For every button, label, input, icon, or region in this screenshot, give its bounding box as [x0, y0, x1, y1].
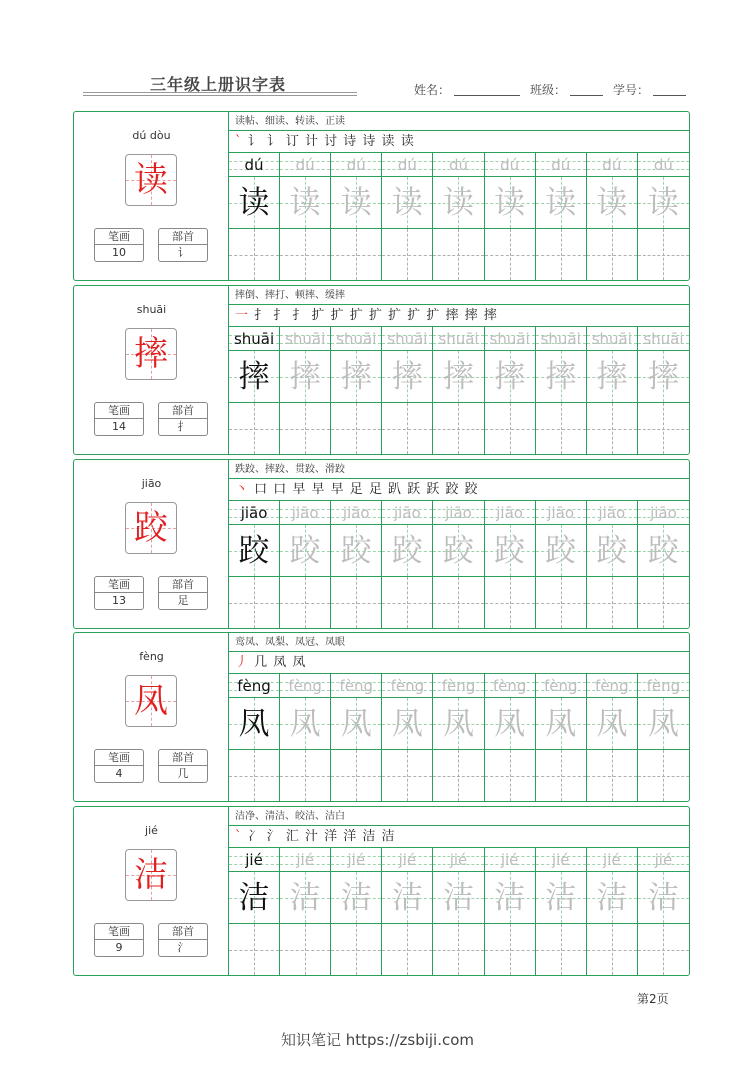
practice-grid [229, 674, 689, 801]
stroke-order: 丿 几 凤 凤 [229, 652, 689, 674]
practice-pinyin: jiāo [445, 504, 472, 522]
radical-label: 部首 [159, 924, 207, 940]
practice-char: 读 [340, 185, 372, 221]
practice-pinyin: shuāi [438, 330, 479, 348]
practice-panel [229, 807, 689, 975]
practice-cell[interactable] [433, 674, 484, 749]
stroke-count-label: 笔画 [95, 577, 143, 593]
practice-cell[interactable] [433, 501, 484, 576]
practice-char: 读 [494, 185, 526, 221]
practice-pinyin: jié [500, 851, 519, 869]
practice-cell[interactable] [280, 501, 331, 576]
char-card [73, 285, 690, 455]
char-display-box [125, 849, 177, 901]
writing-cell[interactable] [229, 229, 280, 280]
stroke-count-box [94, 402, 144, 436]
practice-char: 凤 [391, 706, 423, 742]
practice-pinyin: jié [347, 851, 366, 869]
stroke-count-value: 9 [115, 941, 123, 954]
practice-cell [229, 848, 280, 923]
practice-cell [229, 327, 280, 402]
stroke-order: ` 冫 氵 汇 汁 洋 洋 洁 洁 [229, 826, 689, 848]
practice-pinyin: fèng [543, 677, 578, 695]
writing-cell[interactable] [280, 577, 331, 628]
practice-pinyin: dú [397, 156, 417, 174]
practice-pinyin: jié [245, 851, 263, 869]
practice-cell[interactable] [331, 327, 382, 402]
practice-pinyin: shuāi [233, 330, 275, 348]
char-info-panel [74, 460, 229, 628]
number-label: 学号： [613, 83, 650, 97]
stroke-order: 丶 口 口 早 早 早 足 足 趴 跃 跃 跤 跤 [229, 479, 689, 501]
writing-cell[interactable] [382, 577, 433, 628]
practice-pinyin: shuāi [285, 330, 326, 348]
practice-char: 读 [545, 185, 577, 221]
stroke-order: 一 扌 扌 扌 扩 扩 扩 扩 扩 扩 扩 摔 摔 摔 [229, 305, 689, 327]
example-words: 跌跤、摔跤、贯跤、滑跤 [229, 460, 689, 479]
char-large: 读 [134, 160, 168, 200]
practice-char: 跤 [494, 533, 526, 569]
practice-char: 摔 [442, 359, 474, 395]
practice-char: 摔 [391, 359, 423, 395]
practice-pinyin: jiāo [291, 504, 319, 522]
char-large: 凤 [134, 681, 168, 721]
writing-cell[interactable] [229, 403, 280, 454]
name-blank[interactable] [454, 95, 520, 96]
practice-grid [229, 327, 689, 454]
radical-box [158, 923, 208, 957]
writing-cell[interactable] [229, 924, 280, 975]
practice-cell[interactable] [280, 848, 331, 923]
practice-char: 读 [647, 185, 679, 221]
practice-cell[interactable] [638, 848, 689, 923]
writing-cell[interactable] [280, 750, 331, 801]
name-label: 姓名： [414, 83, 451, 97]
practice-pinyin: dú [244, 156, 264, 174]
practice-char: 摔 [340, 359, 372, 395]
radical-label: 部首 [159, 403, 207, 419]
char-info-panel [74, 286, 229, 454]
practice-cell[interactable] [536, 501, 587, 576]
practice-pinyin: jiāo [598, 504, 626, 522]
practice-cell [229, 501, 280, 576]
practice-cell[interactable] [587, 848, 638, 923]
practice-cell[interactable] [485, 848, 536, 923]
practice-cell[interactable] [331, 153, 382, 228]
practice-cell[interactable] [536, 674, 587, 749]
practice-char: 摔 [238, 359, 270, 395]
stroke-count-box [94, 228, 144, 262]
practice-char: 洁 [494, 880, 526, 916]
stroke-count-value: 13 [112, 594, 126, 607]
practice-cell[interactable] [433, 848, 484, 923]
practice-panel [229, 286, 689, 454]
writing-cell[interactable] [331, 924, 382, 975]
radical-label: 部首 [159, 577, 207, 593]
writing-cell[interactable] [229, 750, 280, 801]
practice-pinyin: jié [654, 851, 673, 869]
practice-char: 读 [238, 185, 270, 221]
practice-char: 跤 [238, 533, 270, 569]
practice-cell[interactable] [485, 501, 536, 576]
page-title: 三年级上册识字表 [150, 75, 287, 94]
practice-char: 跤 [340, 533, 372, 569]
writing-row [229, 402, 689, 454]
practice-pinyin: shuāi [336, 330, 377, 348]
writing-cell[interactable] [331, 750, 382, 801]
writing-cell[interactable] [433, 229, 484, 280]
practice-cell[interactable] [433, 327, 484, 402]
practice-cell[interactable] [587, 153, 638, 228]
radical-value: 足 [177, 594, 189, 607]
practice-pinyin: fèng [492, 677, 527, 695]
practice-cell[interactable] [331, 501, 382, 576]
practice-pinyin: shuāi [489, 330, 530, 348]
practice-pinyin: dú [653, 156, 673, 174]
practice-pinyin: dú [602, 156, 622, 174]
writing-cell[interactable] [433, 750, 484, 801]
writing-cell[interactable] [536, 750, 587, 801]
writing-cell[interactable] [229, 577, 280, 628]
writing-cell[interactable] [331, 229, 382, 280]
writing-cell[interactable] [280, 924, 331, 975]
char-pinyin: dú dòu [132, 129, 171, 142]
practice-char: 凤 [494, 706, 526, 742]
title-underline [83, 92, 357, 93]
practice-char: 洁 [442, 880, 474, 916]
practice-cell[interactable] [382, 501, 433, 576]
practice-char: 摔 [647, 359, 679, 395]
practice-pinyin: shuāi [643, 330, 684, 348]
writing-cell[interactable] [280, 229, 331, 280]
practice-pinyin: jié [398, 851, 417, 869]
practice-cell[interactable] [536, 327, 587, 402]
practice-char: 读 [442, 185, 474, 221]
writing-cell[interactable] [638, 750, 689, 801]
writing-cell[interactable] [433, 403, 484, 454]
practice-char: 洁 [340, 880, 372, 916]
practice-panel [229, 460, 689, 628]
writing-row [229, 576, 689, 628]
tracing-row [229, 327, 689, 402]
practice-char: 跤 [442, 533, 474, 569]
practice-cell[interactable] [382, 327, 433, 402]
practice-cell[interactable] [536, 848, 587, 923]
char-display-box [125, 502, 177, 554]
char-pinyin: jié [145, 824, 158, 837]
practice-char: 跤 [647, 533, 679, 569]
practice-cell[interactable] [331, 848, 382, 923]
char-pinyin: shuāi [136, 303, 167, 316]
practice-cell[interactable] [638, 674, 689, 749]
practice-pinyin: jié [603, 851, 621, 869]
practice-char: 跤 [596, 533, 628, 569]
writing-cell[interactable] [382, 229, 433, 280]
practice-cell[interactable] [485, 153, 536, 228]
practice-cell[interactable] [638, 327, 689, 402]
stroke-count-label: 笔画 [95, 750, 143, 766]
tracing-row [229, 848, 689, 923]
practice-pinyin: jiāo [496, 504, 523, 522]
practice-char: 读 [391, 185, 423, 221]
writing-cell[interactable] [638, 924, 689, 975]
writing-cell[interactable] [638, 403, 689, 454]
writing-cell[interactable] [382, 924, 433, 975]
practice-char: 凤 [647, 706, 679, 742]
page-number: 第2页 [637, 992, 669, 1006]
practice-pinyin: jiāo [394, 504, 421, 522]
practice-char: 洁 [596, 880, 628, 916]
radical-box [158, 402, 208, 436]
writing-cell[interactable] [382, 403, 433, 454]
char-display-box [125, 675, 177, 727]
writing-cell[interactable] [638, 229, 689, 280]
stroke-count-box [94, 749, 144, 783]
practice-char: 凤 [340, 706, 372, 742]
char-card [73, 459, 690, 629]
practice-cell[interactable] [638, 501, 689, 576]
practice-pinyin: shuāi [540, 330, 581, 348]
practice-pinyin: shuāi [387, 330, 428, 348]
practice-cell [229, 674, 280, 749]
practice-cell[interactable] [280, 153, 331, 228]
radical-label: 部首 [159, 229, 207, 245]
writing-cell[interactable] [485, 229, 536, 280]
stroke-count-box [94, 923, 144, 957]
writing-row [229, 923, 689, 975]
practice-pinyin: jiāo [650, 504, 677, 522]
practice-char: 跤 [545, 533, 577, 569]
practice-pinyin: dú [448, 156, 468, 174]
char-card [73, 111, 690, 281]
writing-cell[interactable] [485, 924, 536, 975]
char-pinyin: jiāo [141, 477, 162, 490]
practice-pinyin: shuāi [591, 330, 632, 348]
practice-pinyin: jié [551, 851, 570, 869]
writing-cell[interactable] [382, 750, 433, 801]
writing-cell[interactable] [331, 577, 382, 628]
stroke-count-value: 4 [115, 767, 123, 780]
practice-cell[interactable] [485, 674, 536, 749]
footer-watermark: 知识笔记 https://zsbiji.com [280, 1031, 475, 1049]
char-large: 摔 [134, 334, 168, 374]
practice-char: 洁 [238, 880, 270, 916]
stroke-count-box [94, 576, 144, 610]
practice-pinyin: dú [551, 156, 571, 174]
example-words: 读帖、细读、转读、正读 [229, 112, 689, 131]
practice-grid [229, 848, 689, 975]
practice-char: 凤 [596, 706, 628, 742]
writing-cell[interactable] [587, 229, 638, 280]
number-blank[interactable] [653, 95, 686, 96]
practice-pinyin: jiāo [547, 504, 575, 522]
writing-cell[interactable] [587, 403, 638, 454]
practice-pinyin: fèng [237, 677, 271, 695]
radical-value: 扌 [177, 420, 189, 433]
writing-cell[interactable] [485, 577, 536, 628]
writing-cell[interactable] [536, 924, 587, 975]
example-words: 鸾凤、凤梨、凤冠、凤眼 [229, 633, 689, 652]
practice-panel [229, 633, 689, 801]
practice-pinyin: fèng [339, 677, 374, 695]
practice-pinyin: fèng [646, 677, 681, 695]
writing-cell[interactable] [587, 577, 638, 628]
practice-cell[interactable] [485, 327, 536, 402]
radical-label: 部首 [159, 750, 207, 766]
example-words: 洁净、清洁、皎洁、洁白 [229, 807, 689, 826]
practice-cell[interactable] [587, 327, 638, 402]
practice-pinyin: fèng [288, 677, 322, 695]
stroke-count-label: 笔画 [95, 924, 143, 940]
stroke-count-value: 10 [112, 246, 126, 259]
practice-char: 洁 [391, 880, 423, 916]
radical-value: 氵 [177, 941, 189, 954]
practice-char: 跤 [391, 533, 423, 569]
radical-box [158, 749, 208, 783]
practice-cell[interactable] [536, 153, 587, 228]
char-card [73, 632, 690, 802]
char-info-panel [74, 633, 229, 801]
radical-value: 几 [177, 767, 189, 780]
char-display-box [125, 328, 177, 380]
stroke-order: ` 讠 讠 订 计 讨 诗 诗 读 读 [229, 131, 689, 153]
practice-cell[interactable] [280, 327, 331, 402]
practice-char: 凤 [238, 706, 270, 742]
practice-pinyin: dú [295, 156, 315, 174]
char-large: 洁 [134, 855, 168, 895]
example-words: 摔倒、摔打、顿摔、缓摔 [229, 286, 689, 305]
practice-char: 洁 [289, 880, 321, 916]
radical-box [158, 228, 208, 262]
practice-grid [229, 501, 689, 628]
practice-char: 摔 [596, 359, 628, 395]
writing-cell[interactable] [485, 403, 536, 454]
char-info-panel [74, 112, 229, 280]
practice-char: 凤 [442, 706, 474, 742]
class-blank[interactable] [570, 95, 603, 96]
writing-cell[interactable] [485, 750, 536, 801]
char-pinyin: fèng [139, 650, 164, 663]
writing-cell[interactable] [433, 924, 484, 975]
practice-pinyin: dú [346, 156, 366, 174]
radical-box [158, 576, 208, 610]
writing-cell[interactable] [433, 577, 484, 628]
practice-grid [229, 153, 689, 280]
writing-cell[interactable] [587, 750, 638, 801]
tracing-row [229, 153, 689, 228]
class-label: 班级： [530, 83, 567, 97]
practice-char: 跤 [289, 533, 321, 569]
writing-cell[interactable] [331, 403, 382, 454]
practice-pinyin: fèng [595, 677, 629, 695]
practice-char: 读 [596, 185, 628, 221]
tracing-row [229, 674, 689, 749]
practice-pinyin: jiāo [342, 504, 370, 522]
stroke-count-label: 笔画 [95, 229, 143, 245]
practice-char: 摔 [494, 359, 526, 395]
stroke-count-label: 笔画 [95, 403, 143, 419]
practice-pinyin: jié [296, 851, 314, 869]
practice-char: 摔 [289, 359, 321, 395]
practice-pinyin: jiāo [240, 504, 268, 522]
practice-char: 洁 [647, 880, 679, 916]
writing-row [229, 228, 689, 280]
stroke-count-value: 14 [112, 420, 126, 433]
char-display-box [125, 154, 177, 206]
practice-pinyin: dú [500, 156, 520, 174]
practice-cell[interactable] [382, 848, 433, 923]
tracing-row [229, 501, 689, 576]
writing-cell[interactable] [280, 403, 331, 454]
practice-char: 读 [289, 185, 321, 221]
char-info-panel [74, 807, 229, 975]
practice-char: 凤 [289, 706, 321, 742]
title-underline-second [83, 95, 357, 96]
practice-char: 摔 [545, 359, 577, 395]
practice-cell[interactable] [280, 674, 331, 749]
practice-char: 洁 [545, 880, 577, 916]
practice-cell[interactable] [382, 674, 433, 749]
writing-cell[interactable] [536, 229, 587, 280]
practice-pinyin: fèng [390, 677, 425, 695]
practice-pinyin: jié [449, 851, 468, 869]
practice-pinyin: fèng [441, 677, 476, 695]
practice-cell[interactable] [331, 674, 382, 749]
practice-cell[interactable] [587, 674, 638, 749]
writing-cell[interactable] [638, 577, 689, 628]
practice-char: 凤 [545, 706, 577, 742]
radical-value: 讠 [177, 246, 189, 259]
practice-cell [229, 153, 280, 228]
writing-cell[interactable] [587, 924, 638, 975]
practice-cell[interactable] [382, 153, 433, 228]
char-large: 跤 [134, 508, 168, 548]
char-card [73, 806, 690, 976]
practice-cell[interactable] [638, 153, 689, 228]
practice-panel [229, 112, 689, 280]
writing-cell[interactable] [536, 403, 587, 454]
writing-row [229, 749, 689, 801]
practice-cell[interactable] [433, 153, 484, 228]
writing-cell[interactable] [536, 577, 587, 628]
practice-cell[interactable] [587, 501, 638, 576]
